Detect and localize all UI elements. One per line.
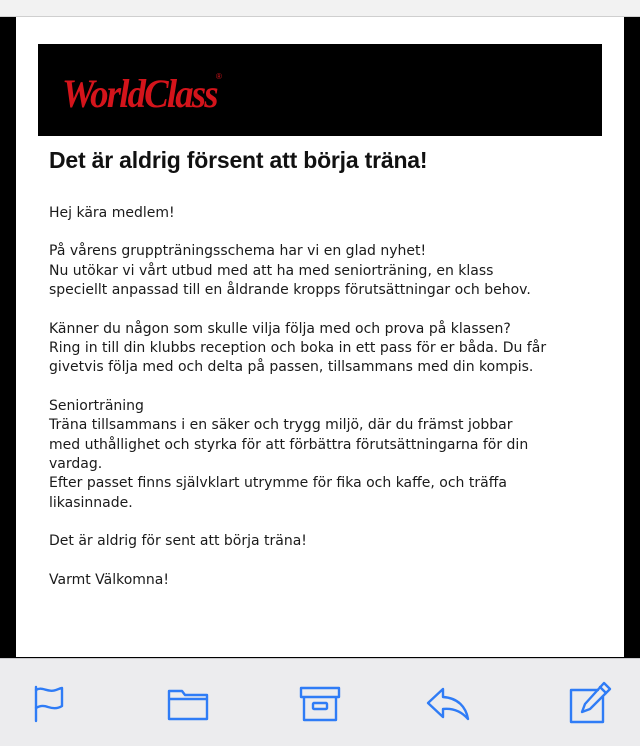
- text-line: Seniorträning: [49, 397, 144, 414]
- paragraph-closing: [49, 571, 589, 590]
- move-to-folder-button[interactable]: [166, 681, 210, 725]
- paragraph-news: [49, 242, 589, 300]
- folder-icon: [166, 681, 210, 725]
- archive-icon: [298, 681, 342, 725]
- text-line: Känner du någon som skulle vilja följa med och prova på klassen?: [49, 320, 511, 337]
- email-content: [16, 17, 624, 657]
- paragraph-invite: [49, 320, 589, 378]
- flag-icon: [26, 681, 70, 725]
- paragraph-slogan: [49, 532, 589, 551]
- text-line: likasinnade.: [49, 494, 133, 511]
- paragraph-greeting: [49, 204, 589, 223]
- text-line: vardag.: [49, 456, 103, 473]
- text-line: På vårens gruppträningsschema har vi en glad nyhet!: [49, 243, 427, 260]
- brand-banner: [38, 44, 602, 136]
- email-headline: Det är aldrig försent att börja träna!: [49, 147, 428, 173]
- text-line: Ring in till din klubbs reception och boka in ett pass för er båda. Du får: [49, 340, 547, 357]
- reply-button[interactable]: [426, 681, 470, 725]
- mail-toolbar: [0, 658, 640, 746]
- text-line: speciellt anpassad till en åldrande kropps förutsättningar och behov.: [49, 282, 531, 299]
- top-bar: [0, 0, 640, 17]
- text-line: Träna tillsammans i en säker och trygg miljö, där du främst jobbar: [49, 417, 513, 434]
- compose-button[interactable]: [568, 681, 612, 725]
- text-line: Efter passet finns självklart utrymme för fika och kaffe, och träffa: [49, 475, 507, 492]
- flag-button[interactable]: [26, 681, 70, 725]
- worldclass-logo: WorldClass: [62, 71, 217, 116]
- text-line: Varmt Välkomna!: [49, 571, 169, 588]
- archive-button[interactable]: [298, 681, 342, 725]
- reply-icon: [426, 681, 470, 725]
- paragraph-senior: [49, 397, 589, 513]
- text-line: Nu utökar vi vårt utbud med att ha med seniorträning, en klass: [49, 262, 494, 279]
- text-line: Det är aldrig för sent att börja träna!: [49, 533, 307, 550]
- text-line: Hej kära medlem!: [49, 205, 175, 221]
- registered-mark: ®: [216, 72, 222, 81]
- text-line: med uthållighet och styrka för att förbättra förutsättningarna för din: [49, 436, 529, 453]
- compose-icon: [568, 681, 612, 725]
- text-line: givetvis följa med och delta på passen, tillsammans med din kompis.: [49, 359, 534, 376]
- email-body: [49, 204, 589, 609]
